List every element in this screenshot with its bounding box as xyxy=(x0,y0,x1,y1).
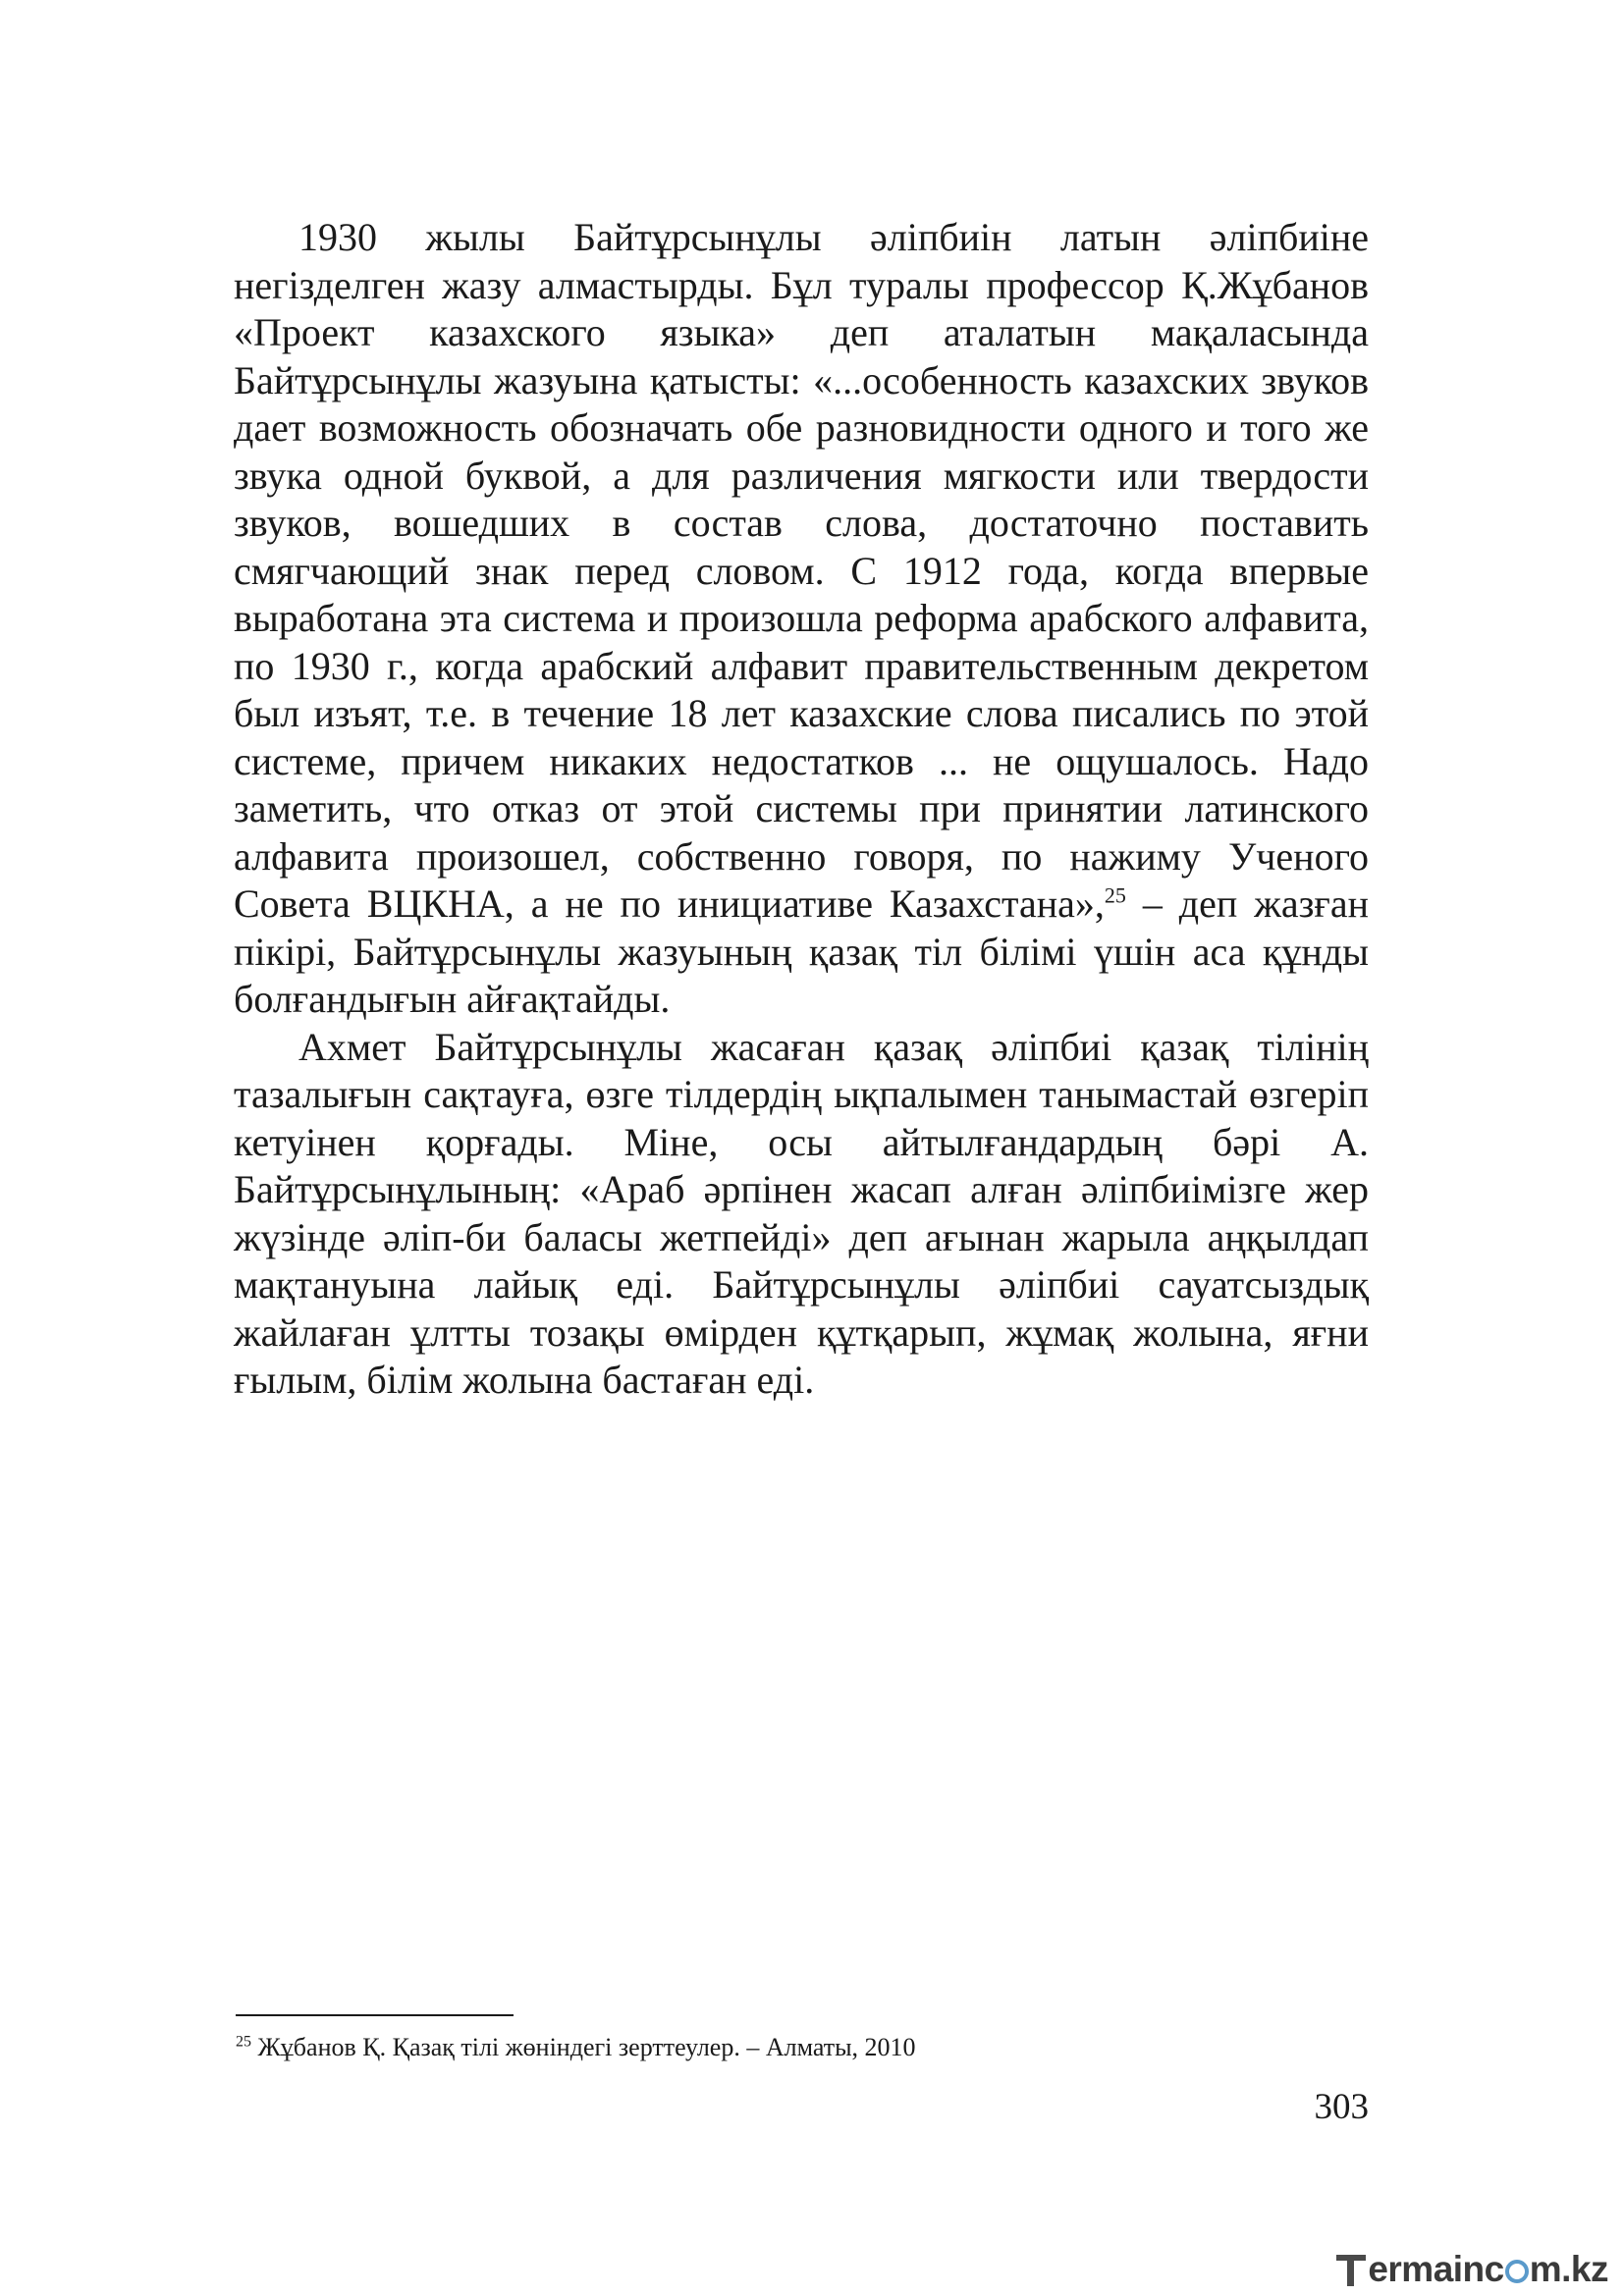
paragraph-1-text: 1930 жылы Байтұрсынұлы әліпбиін латын әліпбиіне негізделген жазу алмастырды. Бұл туралы профессор Қ.Жұбанов «Проект казахского языка» деп аталатын мақаласында Байтұрсынұлы жазуына қатысты: «...особенность казахских звуков дает возможность обозначать обе разновидности одного и того же звука одной буквой, а для различения мягкости или твердости звуков, вошедших в состав слова, достаточно поставить смягчающий знак перед словом. С 1912 года, когда впервые выработана эта система и произошла реформа арабского алфавита, по 1930 г., когда арабский алфавит правительственным декретом был изъят, т.е. в течение 18 лет казахские слова писались по этой системе, причем никаких недостатков ... не ощушалось. Надо заметить, что отказ от этой системы при принятии латинского алфавита произошел, собственно говоря, по нажиму Ученого Совета ВЦКНА, а не по инициативе Казахстана», xyxy=(234,215,1369,926)
logo-text-part2: m.kz xyxy=(1529,2249,1608,2289)
paragraph-1-text-after: – деп жазған пікірі, Байтұрсынұлы жазуының қазақ тіл білімі үшін аса құнды болғандығын айғақтайды. xyxy=(234,881,1369,1021)
paragraph-1 xyxy=(234,214,1369,1024)
logo-o-ring xyxy=(1505,2260,1529,2283)
paragraph-2 xyxy=(234,1024,1369,1405)
main-text xyxy=(234,214,1369,1405)
footnote-separator xyxy=(236,2014,514,2016)
logo-text-part1: ermainc xyxy=(1368,2249,1504,2289)
page-number: 303 xyxy=(1314,2087,1369,2127)
logo-t-glyph xyxy=(1336,2253,1366,2286)
footnote-text: Жұбанов Қ. Қазақ тілі жөніндегі зерттеулер. – Алматы, 2010 xyxy=(251,2033,916,2061)
footnote-reference: 25 xyxy=(1104,882,1126,908)
footnote-number: 25 xyxy=(236,2033,251,2051)
footnote xyxy=(236,2032,1365,2063)
paragraph-2-text: Ахмет Байтұрсынұлы жасаған қазақ әліпбиі қазақ тілінің тазалығын сақтауға, өзге тілдердің ықпалымен танымастай өзгеріп кетуінен қорғады. Міне, осы айтылғандардың бәрі А. Байтұрсынұлының: «Араб әрпінен жасап алған әліпбиімізге жер жүзінде әліп-би баласы жетпейді» деп ағынан жарыла аңқылдап мақтануына лайық еді. Байтұрсынұлы әліпбиі сауатсыздық жайлаған ұлтты тозақы өмірден құтқарып, жұмақ жолына, яғни ғылым, білім жолына бастаған еді. xyxy=(234,1024,1369,1402)
watermark-logo xyxy=(1336,2250,1608,2289)
